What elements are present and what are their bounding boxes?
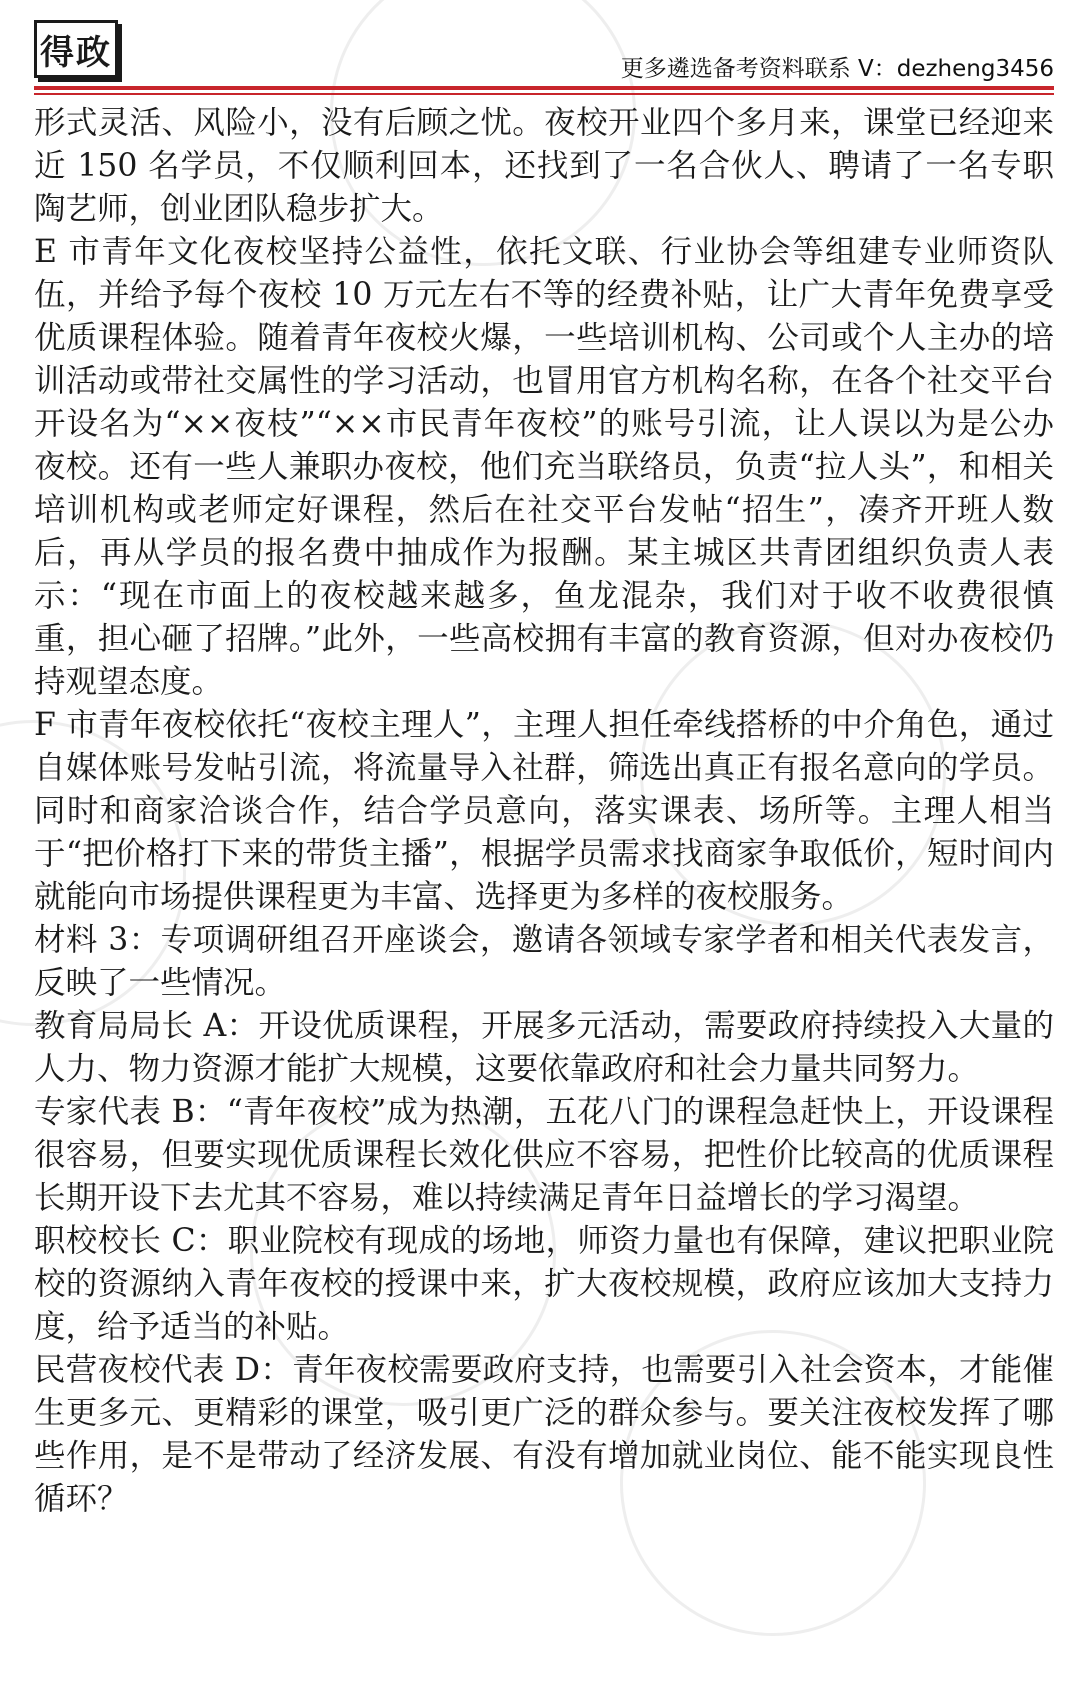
header-rule <box>34 86 1054 90</box>
paragraph: 形式灵活、风险小，没有后顾之忧。夜校开业四个多月来，课堂已经迎来近 150 名学员，不仅顺利回本，还找到了一名合伙人、聘请了一名专职陶艺师，创业团队稳步扩大。 <box>34 105 1054 227</box>
paragraph: 材料 3：专项调研组召开座谈会，邀请各领域专家学者和相关代表发言，反映了一些情况。 <box>34 922 1054 1001</box>
page-header <box>0 0 1080 96</box>
paragraph: 职校校长 C：职业院校有现成的场地，师资力量也有保障，建议把职业院校的资源纳入青年夜校的授课中来，扩大夜校规模，政府应该加大支持力度，给予适当的补贴。 <box>34 1223 1054 1345</box>
paragraph: 民营夜校代表 D：青年夜校需要政府支持，也需要引入社会资本，才能催生更多元、更精彩的课堂，吸引更广泛的群众参与。要关注夜校发挥了哪些作用，是不是带动了经济发展、有没有增加就业岗位、能不能实现良性循环？ <box>34 1352 1054 1517</box>
paragraph: 教育局局长 A：开设优质课程，开展多元活动，需要政府持续投入大量的人力、物力资源才能扩大规模，这要依靠政府和社会力量共同努力。 <box>34 1008 1054 1087</box>
logo: 得政 <box>34 20 118 78</box>
header-rule-thin <box>34 93 1054 95</box>
paragraph: 专家代表 B：“青年夜校”成为热潮，五花八门的课程急赶快上，开设课程很容易，但要实现优质课程长效化供应不容易，把性价比较高的优质课程长期开设下去尤其不容易，难以持续满足青年日益增长的学习渴望。 <box>34 1094 1054 1216</box>
document-body <box>34 102 1054 1521</box>
paragraph: E 市青年文化夜校坚持公益性，依托文联、行业协会等组建专业师资队伍，并给予每个夜校 10 万元左右不等的经费补贴，让广大青年免费享受优质课程体验。随着青年夜校火爆，一些培训机构、公司或个人主办的培训活动或带社交属性的学习活动，也冒用官方机构名称，在各个社交平台开设名为“××夜枝”“××市民青年夜校”的账号引流，让人误以为是公办夜校。还有一些人兼职办夜校，他们充当联络员，负责“拉人头”，和相关培训机构或老师定好课程，然后在社交平台发帖“招生”，凑齐开班人数后，再从学员的报名费中抽成作为报酬。某主城区共青团组织负责人表示：“现在市面上的夜校越来越多，鱼龙混杂，我们对于收不收费很慎重，担心砸了招牌。”此外，一些高校拥有丰富的教育资源，但对办夜校仍持观望态度。 <box>34 234 1054 700</box>
paragraph: F 市青年夜校依托“夜校主理人”，主理人担任牵线搭桥的中介角色，通过自媒体账号发帖引流，将流量导入社群，筛选出真正有报名意向的学员。同时和商家洽谈合作，结合学员意向，落实课表、场所等。主理人相当于“把价格打下来的带货主播”，根据学员需求找商家争取低价，短时间内就能向市场提供课程更为丰富、选择更为多样的夜校服务。 <box>34 707 1054 915</box>
contact-info: 更多遴选备考资料联系 V：dezheng3456 <box>620 56 1054 82</box>
